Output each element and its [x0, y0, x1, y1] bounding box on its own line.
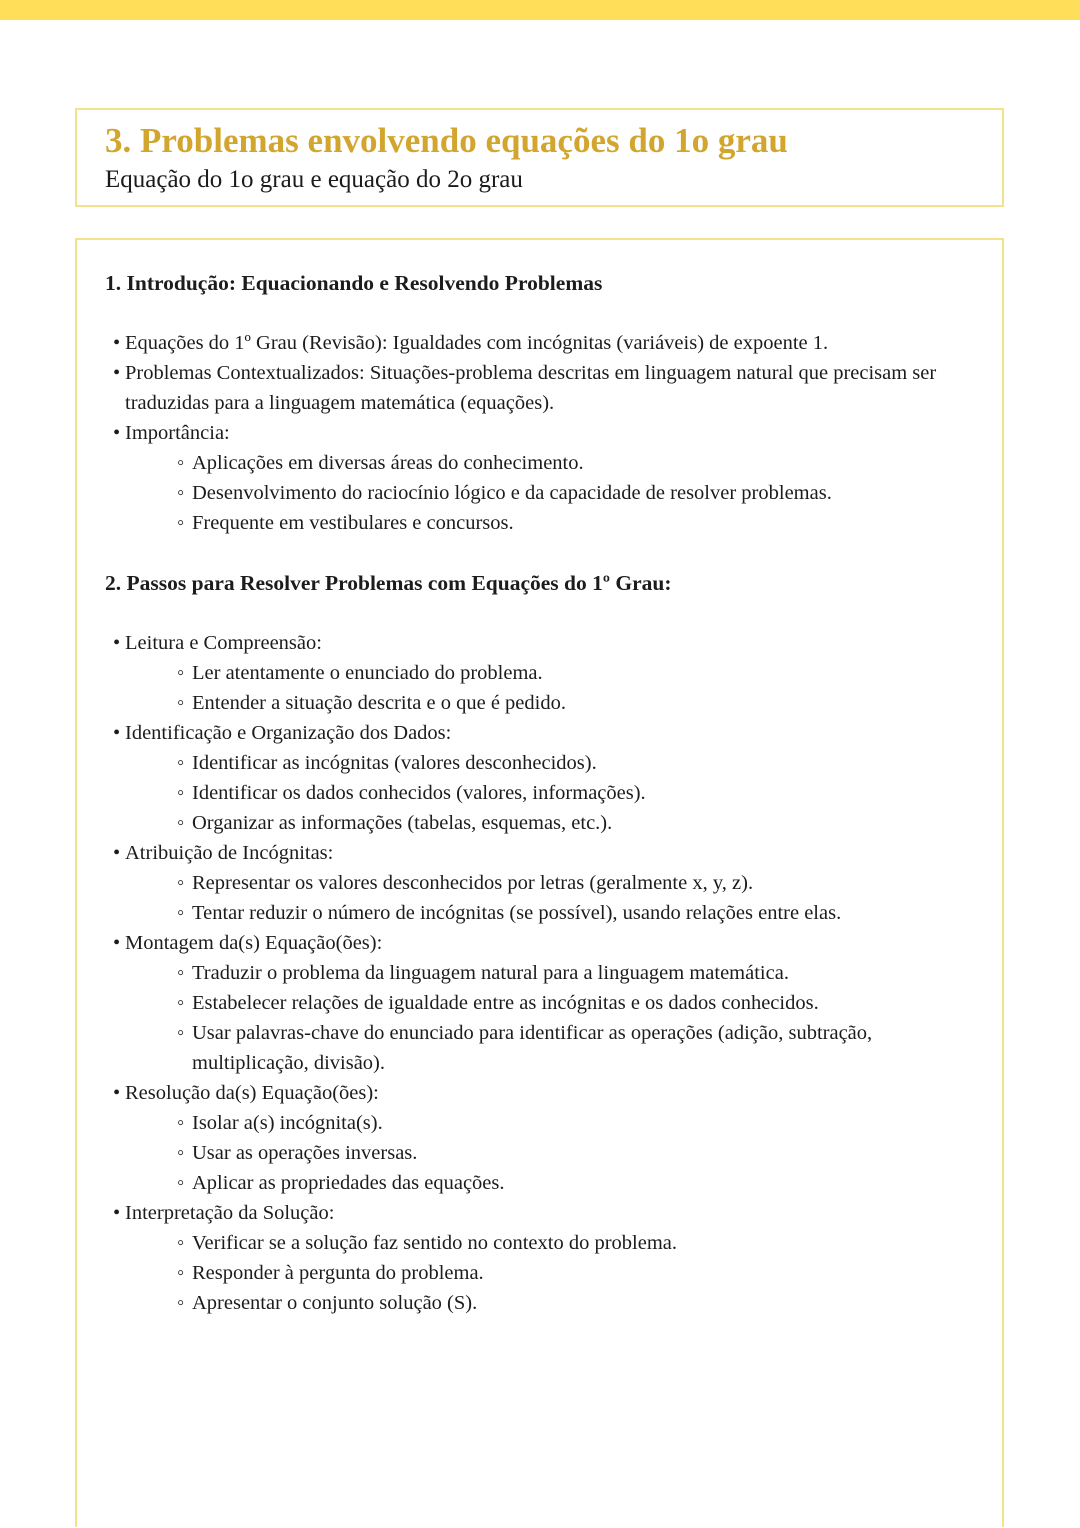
list-item-text: Equações do 1º Grau (Revisão): Igualdades com incógnitas (variáveis) de expoente 1. — [125, 332, 829, 354]
sub-list-item: ◦ Isolar a(s) incógnita(s). — [177, 1108, 962, 1138]
sub-bullet-list — [177, 1108, 962, 1198]
sub-list-item: ◦ Apresentar o conjunto solução (S). — [177, 1288, 962, 1318]
sub-bullet-list — [177, 748, 962, 838]
list-item — [113, 418, 962, 538]
sub-list-item: ◦ Identificar os dados conhecidos (valores, informações). — [177, 778, 962, 808]
content-box — [75, 238, 1004, 1527]
sub-list-item: ◦ Desenvolvimento do raciocínio lógico e da capacidade de resolver problemas. — [177, 478, 962, 508]
list-item-text: Identificação e Organização dos Dados: — [125, 722, 452, 744]
sub-bullet-list — [177, 448, 962, 538]
sub-list-item: ◦ Identificar as incógnitas (valores desconhecidos). — [177, 748, 962, 778]
sub-list-item: ◦ Estabelecer relações de igualdade entre as incógnitas e os dados conhecidos. — [177, 988, 962, 1018]
list-item — [113, 628, 962, 718]
sub-list-item: ◦ Organizar as informações (tabelas, esquemas, etc.). — [177, 808, 962, 838]
sub-list-item: ◦ Responder à pergunta do problema. — [177, 1258, 962, 1288]
title-box — [75, 108, 1004, 207]
sub-bullet-list — [177, 1228, 962, 1318]
page-subtitle: Equação do 1o grau e equação do 2o grau — [105, 166, 523, 193]
list-item — [113, 928, 962, 1078]
section — [105, 268, 962, 538]
list-item-text: Problemas Contextualizados: Situações-problema descritas em linguagem natural que precisam ser traduzidas para a linguagem matemática (equações). — [125, 362, 937, 414]
list-item-text: Importância: — [125, 422, 230, 444]
bullet-list — [105, 328, 962, 538]
sub-list-item: ◦ Representar os valores desconhecidos por letras (geralmente x, y, z). — [177, 868, 962, 898]
list-item — [113, 358, 962, 418]
section-heading: 2. Passos para Resolver Problemas com Equações do 1º Grau: — [105, 571, 672, 595]
list-item-text: Interpretação da Solução: — [125, 1202, 335, 1224]
list-item-text: Leitura e Compreensão: — [125, 632, 322, 654]
list-item-text: Montagem da(s) Equação(ões): — [125, 932, 383, 954]
list-item — [113, 838, 962, 928]
top-accent-bar — [0, 0, 1080, 20]
list-item — [113, 1078, 962, 1198]
sub-list-item: ◦ Verificar se a solução faz sentido no contexto do problema. — [177, 1228, 962, 1258]
sub-list-item: ◦ Ler atentamente o enunciado do problema. — [177, 658, 962, 688]
list-item — [113, 328, 962, 358]
sub-bullet-list — [177, 958, 962, 1078]
sub-list-item: ◦ Entender a situação descrita e o que é pedido. — [177, 688, 962, 718]
sub-list-item: ◦ Usar as operações inversas. — [177, 1138, 962, 1168]
sub-list-item: ◦ Tentar reduzir o número de incógnitas (se possível), usando relações entre elas. — [177, 898, 962, 928]
sub-list-item: ◦ Aplicações em diversas áreas do conhecimento. — [177, 448, 962, 478]
list-item — [113, 1198, 962, 1318]
list-item — [113, 718, 962, 838]
sub-bullet-list — [177, 658, 962, 718]
section — [105, 568, 962, 1318]
sub-list-item: ◦ Frequente em vestibulares e concursos. — [177, 508, 962, 538]
sub-bullet-list — [177, 868, 962, 928]
list-item-text: Resolução da(s) Equação(ões): — [125, 1082, 379, 1104]
sub-list-item: ◦ Traduzir o problema da linguagem natural para a linguagem matemática. — [177, 958, 962, 988]
list-item-text: Atribuição de Incógnitas: — [125, 842, 334, 864]
sub-list-item: ◦ Aplicar as propriedades das equações. — [177, 1168, 962, 1198]
bullet-list — [105, 628, 962, 1318]
page-title: 3. Problemas envolvendo equações do 1o grau — [105, 121, 788, 160]
sub-list-item: ◦ Usar palavras-chave do enunciado para identificar as operações (adição, subtração, multiplicação, divisão). — [177, 1018, 962, 1078]
section-heading: 1. Introdução: Equacionando e Resolvendo Problemas — [105, 271, 603, 295]
